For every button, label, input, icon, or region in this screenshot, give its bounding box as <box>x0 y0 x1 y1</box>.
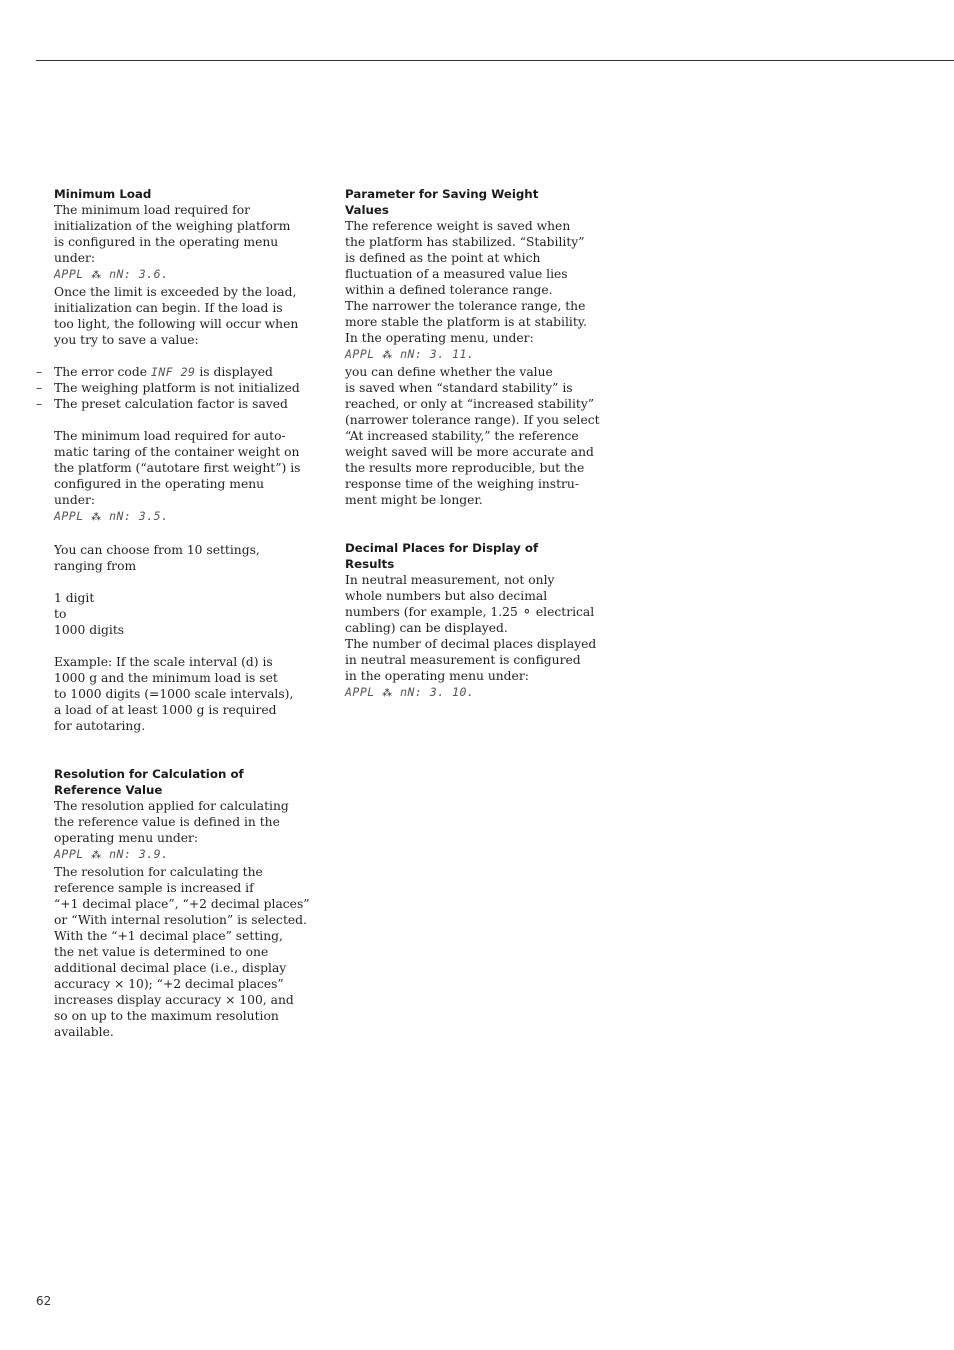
page-number: 62 <box>36 1294 52 1308</box>
text-line: additional decimal place (i.e., display <box>54 961 287 975</box>
text-line: you can define whether the value <box>345 365 553 379</box>
menu-path-display: APPL ⁂ nN: 3. 10. <box>345 685 475 699</box>
menu-path-display: APPL ⁂ nN: 3. 11. <box>345 347 475 361</box>
text-line: The reference weight is saved when <box>345 219 571 233</box>
text-line: numbers (for example, 1.25 ⚬ electrical <box>345 605 595 619</box>
list-item: – The error code INF 29 is displayed <box>36 365 273 379</box>
text-line: configured in the operating menu <box>54 477 265 491</box>
text-line: is saved when “standard stability” is <box>345 381 573 395</box>
text-line: in neutral measurement is configured <box>345 653 581 667</box>
resolution-heading: Resolution for Calculation of <box>54 767 244 781</box>
text-line: reference sample is increased if <box>54 881 254 895</box>
menu-triangle-icon: ⁂ <box>91 850 102 861</box>
menu-triangle-icon: ⁂ <box>91 270 102 281</box>
text-line: matic taring of the container weight on <box>54 445 300 459</box>
text-line: the reference value is defined in the <box>54 815 280 829</box>
text-line: the results more reproducible, but the <box>345 461 585 475</box>
text-line: 1000 g and the minimum load is set <box>54 671 278 685</box>
resolution-heading: Reference Value <box>54 783 163 797</box>
list-item: – The weighing platform is not initialized <box>36 381 300 395</box>
text-line: “At increased stability,” the reference <box>345 429 579 443</box>
text-line: initialization can begin. If the load is <box>54 301 283 315</box>
text-line: weight saved will be more accurate and <box>345 445 594 459</box>
text-line: Example: If the scale interval (d) is <box>54 655 273 669</box>
text-line: cabling) can be displayed. <box>345 621 508 635</box>
text-line: ment might be longer. <box>345 493 483 507</box>
text-line: response time of the weighing instru- <box>345 477 580 491</box>
text-line: under: <box>54 493 96 507</box>
text-line: reached, or only at “increased stability” <box>345 397 595 411</box>
menu-triangle-icon: ⁂ <box>382 350 393 361</box>
text-line: accuracy × 10); “+2 decimal places” <box>54 977 284 991</box>
left-column <box>36 186 310 1040</box>
text-line: is defined as the point at which <box>345 251 541 265</box>
text-line: under: <box>54 251 96 265</box>
menu-path-display: APPL ⁂ nN: 3.5. <box>54 509 169 523</box>
text-line: available. <box>54 1025 114 1039</box>
text-line: the platform has stabilized. “Stability” <box>345 235 585 249</box>
error-code-display: INF 29 <box>150 365 196 379</box>
text-line: whole numbers but also decimal <box>345 589 548 603</box>
text-line: 1000 digits <box>54 623 125 637</box>
text-line: a load of at least 1000 g is required <box>54 703 277 717</box>
text-line: ranging from <box>54 559 137 573</box>
menu-triangle-icon: ⁂ <box>382 688 393 699</box>
menu-triangle-icon: ⁂ <box>91 512 102 523</box>
text-line: “+1 decimal place”, “+2 decimal places” <box>54 897 310 911</box>
menu-path-display: APPL ⁂ nN: 3.6. <box>54 267 169 281</box>
text-line: to 1000 digits (=1000 scale intervals), <box>54 687 294 701</box>
saving-heading: Parameter for Saving Weight Values <box>345 187 539 217</box>
text-line: for autotaring. <box>54 719 146 733</box>
right-column <box>345 186 600 702</box>
text-line: The narrower the tolerance range, the <box>345 299 586 313</box>
text-line: With the “+1 decimal place” setting, <box>54 929 283 943</box>
text-line: or “With internal resolution” is selected. <box>54 913 307 927</box>
list-item: – The preset calculation factor is saved <box>36 397 288 411</box>
text-line: more stable the platform is at stability. <box>345 315 587 329</box>
text-line: within a defined tolerance range. <box>345 283 553 297</box>
text-line: too light, the following will occur when <box>54 317 299 331</box>
text-line: increases display accuracy × 100, and <box>54 993 294 1007</box>
text-line: The resolution applied for calculating <box>54 799 289 813</box>
top-rule <box>36 60 954 61</box>
text-line: so on up to the maximum resolution <box>54 1009 279 1023</box>
text-line: The minimum load required for auto- <box>54 429 286 443</box>
text-line: Once the limit is exceeded by the load, <box>54 285 297 299</box>
text-line: The number of decimal places displayed <box>345 637 597 651</box>
text-line: The resolution for calculating the <box>54 865 263 879</box>
text-line: operating menu under: <box>54 831 199 845</box>
text-line: to <box>54 607 67 621</box>
text-line: the platform (“autotare first weight”) is <box>54 461 301 475</box>
text-line: You can choose from 10 settings, <box>54 543 260 557</box>
text-line: In the operating menu, under: <box>345 331 534 345</box>
decimal-places-heading: Decimal Places for Display of Results <box>345 541 539 571</box>
text-line: 1 digit <box>54 591 95 605</box>
menu-path-display: APPL ⁂ nN: 3.9. <box>54 847 169 861</box>
text-line: (narrower tolerance range). If you select <box>345 413 600 427</box>
text-line: in the operating menu under: <box>345 669 529 683</box>
text-line: is configured in the operating menu <box>54 235 279 249</box>
text-line: initialization of the weighing platform <box>54 219 291 233</box>
text-line: the net value is determined to one <box>54 945 269 959</box>
text-line: fluctuation of a measured value lies <box>345 267 568 281</box>
minimum-load-heading: Minimum Load <box>54 187 152 201</box>
text-line: The minimum load required for <box>54 203 250 217</box>
text-line: In neutral measurement, not only <box>345 573 555 587</box>
text-line: you try to save a value: <box>54 333 199 347</box>
